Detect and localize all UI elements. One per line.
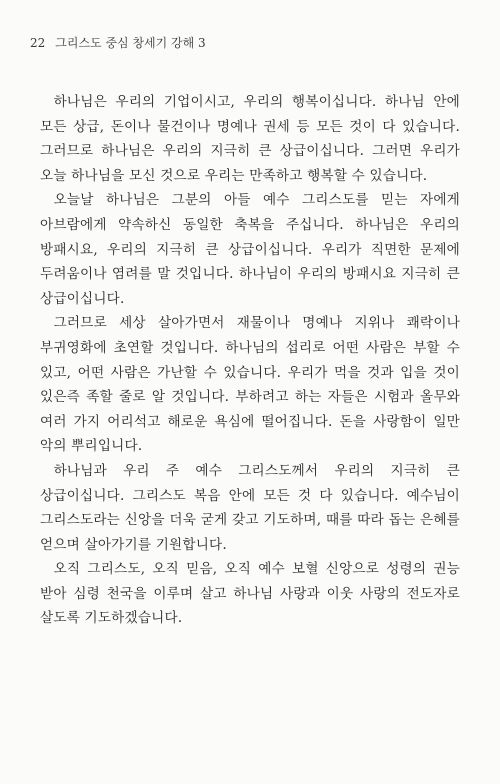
paragraph: 하나님과 우리 주 예수 그리스도께서 우리의 지극히 큰 상급이십니다. 그리스도 복음 안에 모든 것 다 있습니다. 예수님이 그리스도라는 신앙을 더욱 굳게 갖고 기도하며, 때를 따라 돕는 은혜를 얻으며 살아가기를 기원합니다.	[40, 462, 460, 553]
paragraph: 그러므로 세상 살아가면서 재물이나 명예나 지위나 쾌락이나 부귀영화에 초연할 것입니다. 하나님의 섭리로 어떤 사람은 부할 수 있고, 어떤 사람은 가난할 수 있습니다. 우리가 먹을 것과 입을 것이 있은즉 족할 줄로 알 것입니다. 부하려고 하는 자들은 시험과 올무와 여러 가지 어리석고 해로운 욕심에 떨어집니다. 돈을 사랑함이 일만 악의 뿌리입니다.	[40, 315, 460, 455]
book-title: 그리스도 중심 창세기 강해 3	[55, 36, 206, 50]
page-number: 22	[30, 36, 46, 50]
paragraph: 하나님은 우리의 기업이시고, 우리의 행복이십니다. 하나님 안에 모든 상급, 돈이나 물건이나 명예나 권세 등 모든 것이 다 있습니다. 그러므로 하나님은 우리의 지극히 큰 상급이십니다. 그러면 우리가 오늘 하나님을 모신 것으로 우리는 만족하고 행복할 수 있습니다.	[40, 94, 460, 184]
paragraph: 오직 그리스도, 오직 믿음, 오직 예수 보혈 신앙으로 성령의 권능 받아 심령 천국을 이루며 살고 하나님 사랑과 이웃 사랑의 전도자로 살도록 기도하겠습니다.	[40, 561, 460, 627]
paragraph: 오늘날 하나님은 그분의 아들 예수 그리스도를 믿는 자에게 아브람에게 약속하신 동일한 축복을 주십니다. 하나님은 우리의 방패시요, 우리의 지극히 큰 상급이십니다. 우리가 직면한 문제에 두려움이나 염려를 말 것입니다. 하나님이 우리의 방패시요 지극히 큰 상급이십니다.	[40, 192, 460, 307]
body-text	[40, 90, 460, 631]
running-header	[30, 34, 206, 51]
